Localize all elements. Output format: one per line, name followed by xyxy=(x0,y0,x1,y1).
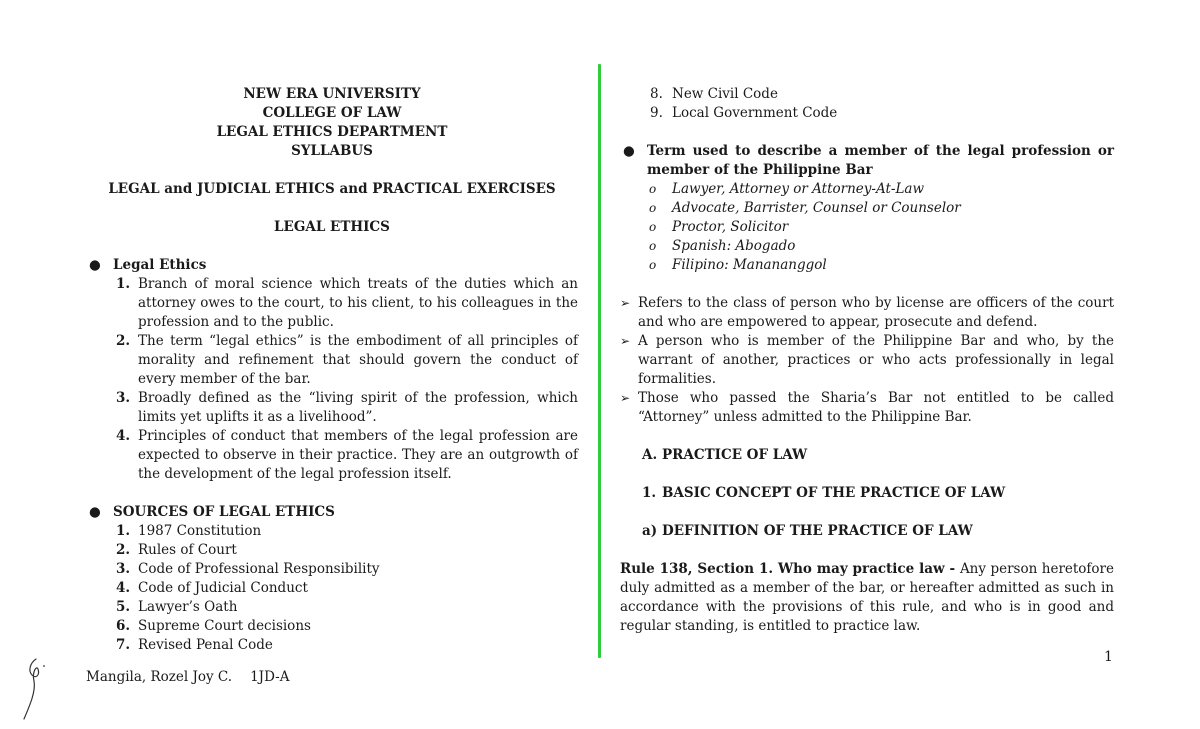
item-number: 5. xyxy=(116,599,131,615)
heading-mark: a) xyxy=(642,523,658,539)
item-number: 7. xyxy=(116,637,131,653)
item-number: 3. xyxy=(116,390,131,406)
item-number: 4. xyxy=(116,580,131,596)
arrow-item xyxy=(620,294,1114,332)
heading-basic-concept xyxy=(620,484,1114,503)
item-text: Branch of moral science which treats of the duties which an attorney owes to the court, to his client, to his colleagues in the profession and to the public. xyxy=(138,276,578,330)
signature-mark xyxy=(18,655,58,725)
legal-ethics-item xyxy=(86,275,578,332)
rule-dash: - xyxy=(944,561,960,577)
item-text: Lawyer’s Oath xyxy=(138,599,238,615)
term-text: Proctor, Solicitor xyxy=(672,219,789,235)
course-title: LEGAL and JUDICIAL ETHICS and PRACTICAL EXERCISES xyxy=(108,181,556,197)
item-text: Supreme Court decisions xyxy=(138,618,311,634)
header-syllabus: SYLLABUS xyxy=(291,143,373,159)
source-item xyxy=(86,541,578,560)
footer-section: 1JD-A xyxy=(250,669,290,685)
heading-definition xyxy=(620,522,1114,541)
item-text: Revised Penal Code xyxy=(138,637,273,653)
source-item xyxy=(620,85,1114,104)
item-text: Local Government Code xyxy=(672,105,838,121)
right-column xyxy=(620,85,1114,636)
item-text: Code of Judicial Conduct xyxy=(138,580,308,596)
legal-ethics-item xyxy=(86,427,578,484)
arrow-text: Refers to the class of person who by license are officers of the court and who are empowered to appear, prosecute and defend. xyxy=(638,295,1114,330)
header-department: LEGAL ETHICS DEPARTMENT xyxy=(216,124,448,140)
arrowhead-icon: ➢ xyxy=(620,391,631,405)
source-item xyxy=(86,617,578,636)
legal-ethics-item xyxy=(86,332,578,389)
legal-ethics-title: Legal Ethics xyxy=(113,257,207,273)
hollow-circle-icon: o xyxy=(649,258,657,272)
term-text: Lawyer, Attorney or Attorney-At-Law xyxy=(672,181,925,197)
heading-text: PRACTICE OF LAW xyxy=(662,447,808,463)
bullet-icon: ● xyxy=(89,257,101,273)
hollow-circle-icon: o xyxy=(649,220,657,234)
source-item xyxy=(86,579,578,598)
footer xyxy=(86,669,289,685)
arrowhead-icon: ➢ xyxy=(620,334,631,348)
source-item xyxy=(86,522,578,541)
item-text: 1987 Constitution xyxy=(138,523,262,539)
item-number: 2. xyxy=(116,333,131,349)
section-title: LEGAL ETHICS xyxy=(274,219,390,235)
term-item xyxy=(620,218,1114,237)
item-text: The term “legal ethics” is the embodiment of all principles of morality and refinement that should govern the conduct of every member of the bar. xyxy=(138,333,578,387)
item-number: 6. xyxy=(116,618,131,634)
term-text: Advocate, Barrister, Counsel or Counselor xyxy=(672,200,961,216)
footer-name: Mangila, Rozel Joy C. xyxy=(86,669,233,685)
term-item xyxy=(620,237,1114,256)
arrow-item xyxy=(620,389,1114,427)
header-college: COLLEGE OF LAW xyxy=(262,105,402,121)
rule-label: Rule 138, Section 1 xyxy=(620,561,769,577)
item-text: Broadly defined as the “living spirit of the profession, which limits yet uplifts it as a livelihood”. xyxy=(138,390,578,425)
heading-text: BASIC CONCEPT OF THE PRACTICE OF LAW xyxy=(662,485,1006,501)
hollow-circle-icon: o xyxy=(649,201,657,215)
term-text: Filipino: Manananggol xyxy=(672,257,827,273)
arrow-text: A person who is member of the Philippine Bar and who, by the warrant of another, practices or who acts professionally in legal formalities. xyxy=(638,333,1114,387)
left-column xyxy=(86,85,578,655)
bullet-icon: ● xyxy=(89,504,101,520)
legal-ethics-heading xyxy=(86,256,578,275)
term-item xyxy=(620,180,1114,199)
item-text: Rules of Court xyxy=(138,542,237,558)
item-text: Principles of conduct that members of the legal profession are expected to observe in their practice. They are an outgrowth of the development of the legal profession itself. xyxy=(138,428,578,482)
heading-practice-of-law xyxy=(620,446,1114,465)
heading-mark: A. xyxy=(642,447,658,463)
rule-title: Who may practice law xyxy=(777,561,945,577)
arrow-text: Those who passed the Sharia’s Bar not entitled to be called “Attorney” unless admitted to the Philippine Bar. xyxy=(638,390,1114,425)
term-text: Spanish: Abogado xyxy=(672,238,796,254)
item-text: Code of Professional Responsibility xyxy=(138,561,380,577)
item-number: 1. xyxy=(116,523,131,539)
source-item xyxy=(86,598,578,617)
sources-title: SOURCES OF LEGAL ETHICS xyxy=(113,504,335,520)
legal-ethics-item xyxy=(86,389,578,427)
term-title: Term used to describe a member of the legal profession or member of the Philippine Bar xyxy=(647,143,1114,178)
arrowhead-icon: ➢ xyxy=(620,296,631,310)
column-divider xyxy=(598,64,601,658)
hollow-circle-icon: o xyxy=(649,182,657,196)
rule-label-sep: . xyxy=(768,561,778,577)
term-heading xyxy=(620,142,1114,180)
item-number: 2. xyxy=(116,542,131,558)
page-number: 1 xyxy=(1104,649,1113,665)
bullet-icon: ● xyxy=(623,143,635,159)
arrow-item xyxy=(620,332,1114,389)
term-item xyxy=(620,199,1114,218)
source-item xyxy=(86,560,578,579)
item-number: 1. xyxy=(116,276,131,292)
heading-mark: 1. xyxy=(642,485,657,501)
hollow-circle-icon: o xyxy=(649,239,657,253)
item-number: 4. xyxy=(116,428,131,444)
sources-heading xyxy=(86,503,578,522)
heading-text: DEFINITION OF THE PRACTICE OF LAW xyxy=(662,523,973,539)
item-text: New Civil Code xyxy=(672,86,778,102)
term-item xyxy=(620,256,1114,275)
source-item xyxy=(86,636,578,655)
header-university: NEW ERA UNIVERSITY xyxy=(243,86,421,102)
source-item xyxy=(620,104,1114,123)
rule-text: Any person heretofore duly admitted as a member of the bar, or hereafter admitted as such in accordance with the provisions of this rule, and who is in good and regular standing, is entitled to practice law. xyxy=(620,561,1115,634)
rule-paragraph xyxy=(620,560,1114,636)
item-number: 3. xyxy=(116,561,131,577)
item-number: 9. xyxy=(650,105,663,121)
item-number: 8. xyxy=(650,86,663,102)
